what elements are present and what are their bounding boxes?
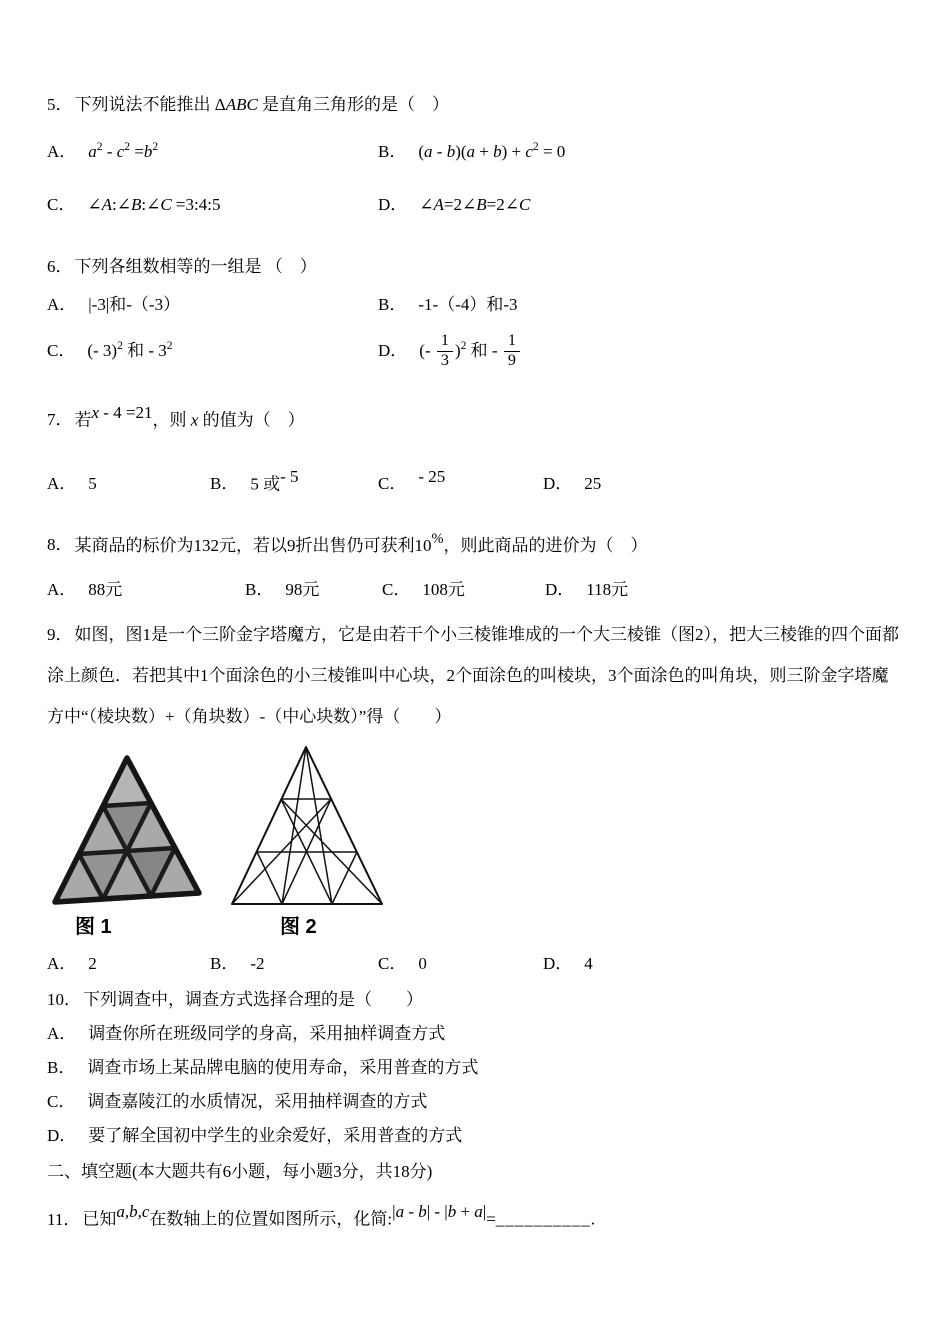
option-label-d: D． bbox=[378, 340, 408, 360]
option-a-text: 88元 bbox=[88, 579, 123, 599]
question-9 bbox=[47, 615, 902, 977]
option-label-c: C． bbox=[47, 194, 76, 214]
question-10-option-b bbox=[47, 1051, 902, 1085]
question-9-options-row bbox=[47, 951, 902, 977]
question-11-number: 11． bbox=[47, 1209, 81, 1229]
question-7-number: 7． bbox=[47, 410, 73, 430]
option-label-d: D． bbox=[543, 474, 573, 494]
option-label-d: D． bbox=[543, 953, 573, 973]
question-11 bbox=[47, 1195, 902, 1237]
question-5-number: 5． bbox=[47, 95, 73, 114]
option-a-text: 5 bbox=[88, 474, 97, 494]
question-6-options-row-1 bbox=[47, 292, 902, 318]
question-9-figures bbox=[49, 742, 902, 943]
question-7-post: ，则 x 的值为（ ） bbox=[152, 410, 305, 430]
option-b-text: 5 或 bbox=[250, 474, 281, 494]
question-11-pre: 已知 bbox=[82, 1209, 117, 1229]
question-8-option-b bbox=[245, 577, 382, 603]
question-5 bbox=[47, 92, 902, 218]
option-c-text: 108元 bbox=[422, 579, 465, 599]
answer-blank: __________ bbox=[495, 1209, 591, 1229]
question-7-options-row bbox=[47, 464, 902, 498]
question-6-text: 下列各组数相等的一组是 （ ） bbox=[74, 256, 317, 276]
question-9-option-a bbox=[47, 951, 210, 977]
option-c-formula: ∠A:∠B:∠C =3:4:5 bbox=[87, 194, 221, 214]
question-10-text: 下列调查中，调查方式选择合理的是（ ） bbox=[83, 989, 423, 1009]
question-7-stem bbox=[47, 400, 902, 434]
option-b-formula: $(a - b)(a + b) + c^2 = 0$ bbox=[418, 140, 566, 162]
option-d-text: 要了解全国初中学生的业余爱好，采用普查的方式 bbox=[88, 1125, 463, 1145]
question-8-text-2: ，则此商品的进价为（ ） bbox=[443, 535, 648, 555]
question-6-option-d bbox=[378, 333, 522, 370]
question-5-option-c bbox=[47, 192, 378, 218]
question-8-number: 8． bbox=[47, 535, 73, 555]
section-2-header: 二、填空题(本大题共有6小题，每小题3分，共18分) bbox=[47, 1161, 433, 1181]
question-5-option-d bbox=[378, 192, 530, 218]
option-b-text: 调查市场上某品牌电脑的使用寿命，采用普查的方式 bbox=[87, 1057, 479, 1077]
option-b-text: -1-（-4）和-3 bbox=[418, 295, 518, 315]
option-label-a: A． bbox=[47, 953, 77, 973]
option-label-d: D． bbox=[545, 579, 575, 599]
question-8-option-a bbox=[47, 577, 245, 603]
question-9-option-c bbox=[378, 951, 543, 977]
question-11-variables: a,b,c bbox=[116, 1201, 150, 1221]
question-7 bbox=[47, 400, 902, 498]
figure-2-label: 图 2 bbox=[280, 915, 317, 938]
question-9-text: 如图，图1是一个三阶金字塔魔方，它是由若干个小三棱锥堆成的一个大三棱锥（图2），把大三棱锥的四个面都涂上颜色．若把其中1个面涂色的小三棱锥叫中心块，2个面涂色的叫棱块，3个面涂色的叫角块，则三阶金字塔魔方中“（棱块数）+（角块数）-（中心块数）”得（ ） bbox=[47, 625, 899, 726]
question-11-expression: |a - b| - |b + a| bbox=[392, 1201, 487, 1221]
option-label-d: D． bbox=[47, 1125, 77, 1145]
question-9-option-d bbox=[543, 951, 593, 977]
option-c-text: 0 bbox=[418, 953, 427, 973]
question-6 bbox=[47, 254, 902, 370]
option-d-text: 25 bbox=[584, 474, 602, 494]
question-5-text: 下列说法不能推出 ΔABC 是直角三角形的是（ ） bbox=[74, 95, 450, 114]
option-d-text: 118元 bbox=[586, 579, 629, 599]
option-label-a: A． bbox=[47, 474, 77, 494]
question-6-stem bbox=[47, 254, 902, 280]
option-label-c: C． bbox=[378, 953, 407, 973]
question-7-equation: x - 4 =21 bbox=[91, 402, 153, 422]
question-5-options-row-1 bbox=[47, 138, 902, 165]
question-7-option-a bbox=[47, 471, 210, 497]
question-6-option-b bbox=[378, 292, 518, 318]
equals-sign: = bbox=[486, 1209, 496, 1229]
question-5-option-a bbox=[47, 138, 378, 165]
option-label-c: C． bbox=[47, 1091, 76, 1111]
question-7-pre: 若 bbox=[74, 410, 92, 430]
figure-2-wrap bbox=[226, 742, 386, 943]
percent-sign: % bbox=[431, 530, 444, 547]
pyraminx-photo-figure bbox=[49, 752, 214, 910]
option-b-text: -2 bbox=[250, 953, 265, 973]
question-8-option-d bbox=[545, 577, 628, 603]
question-9-number: 9． bbox=[47, 625, 73, 645]
option-d-formula: ∠A=2∠B=2∠C bbox=[419, 194, 531, 214]
question-8-option-c bbox=[382, 577, 545, 603]
option-label-c: C． bbox=[378, 474, 407, 494]
figure-1-wrap bbox=[49, 752, 214, 943]
option-label-c: C． bbox=[382, 579, 411, 599]
option-label-b: B． bbox=[378, 142, 407, 162]
question-9-option-b bbox=[210, 951, 378, 977]
question-8 bbox=[47, 528, 902, 604]
option-label-a: A． bbox=[47, 295, 77, 315]
option-d-text: 4 bbox=[584, 953, 593, 973]
question-8-text-1: 某商品的标价为132元，若以9折出售仍可获利10 bbox=[74, 535, 432, 555]
question-8-stem bbox=[47, 528, 902, 559]
option-label-b: B． bbox=[210, 474, 239, 494]
option-label-b: B． bbox=[47, 1057, 76, 1077]
option-label-b: B． bbox=[245, 579, 274, 599]
question-10-stem bbox=[47, 983, 902, 1017]
question-5-options-row-2 bbox=[47, 192, 902, 218]
pyramid-wireframe-figure bbox=[226, 742, 386, 910]
question-10-option-d bbox=[47, 1119, 902, 1153]
option-label-b: B． bbox=[378, 295, 407, 315]
question-11-mid: 在数轴上的位置如图所示，化简: bbox=[149, 1209, 393, 1229]
option-label-a: A． bbox=[47, 579, 77, 599]
question-5-stem bbox=[47, 92, 902, 118]
question-6-option-a bbox=[47, 292, 378, 318]
option-a-text: |-3|和-（-3） bbox=[88, 295, 181, 315]
option-b-text: 98元 bbox=[285, 579, 320, 599]
option-label-a: A． bbox=[47, 1023, 77, 1043]
option-b-raised-value: - 5 bbox=[280, 466, 299, 486]
option-label-d: D． bbox=[378, 194, 408, 214]
option-a-text: 调查你所在班级同学的身高，采用抽样调查方式 bbox=[88, 1023, 446, 1043]
question-10-number: 10． bbox=[47, 989, 81, 1009]
option-label-c: C． bbox=[47, 340, 76, 360]
figure-1-label: 图 1 bbox=[75, 915, 112, 938]
question-5-option-b bbox=[378, 138, 565, 165]
question-6-option-c bbox=[47, 337, 378, 364]
option-c-formula: (- 3)$^2$ 和 - $3^2$ bbox=[87, 338, 173, 360]
question-6-options-row-2 bbox=[47, 333, 902, 370]
option-a-formula: $a^2 - c^2 =b^2$ bbox=[88, 140, 159, 162]
question-6-number: 6． bbox=[47, 256, 73, 276]
option-c-text: 调查嘉陵江的水质情况，采用抽样调查的方式 bbox=[87, 1091, 428, 1111]
question-8-options-row bbox=[47, 577, 902, 603]
option-label-b: B． bbox=[210, 953, 239, 973]
question-10-option-a bbox=[47, 1017, 902, 1051]
period: . bbox=[590, 1209, 596, 1229]
question-10 bbox=[47, 983, 902, 1153]
question-7-option-b bbox=[210, 464, 378, 498]
question-7-option-c bbox=[378, 464, 543, 498]
option-c-raised-value: - 25 bbox=[418, 466, 446, 486]
option-d-formula: (- $\frac{1}{3}$ )$^2$ 和 - $\frac{1}{9}$ bbox=[419, 341, 522, 360]
question-7-option-d bbox=[543, 471, 601, 497]
question-10-option-c bbox=[47, 1085, 902, 1119]
option-label-a: A． bbox=[47, 142, 77, 162]
question-9-stem bbox=[47, 615, 902, 737]
option-a-text: 2 bbox=[88, 953, 97, 973]
